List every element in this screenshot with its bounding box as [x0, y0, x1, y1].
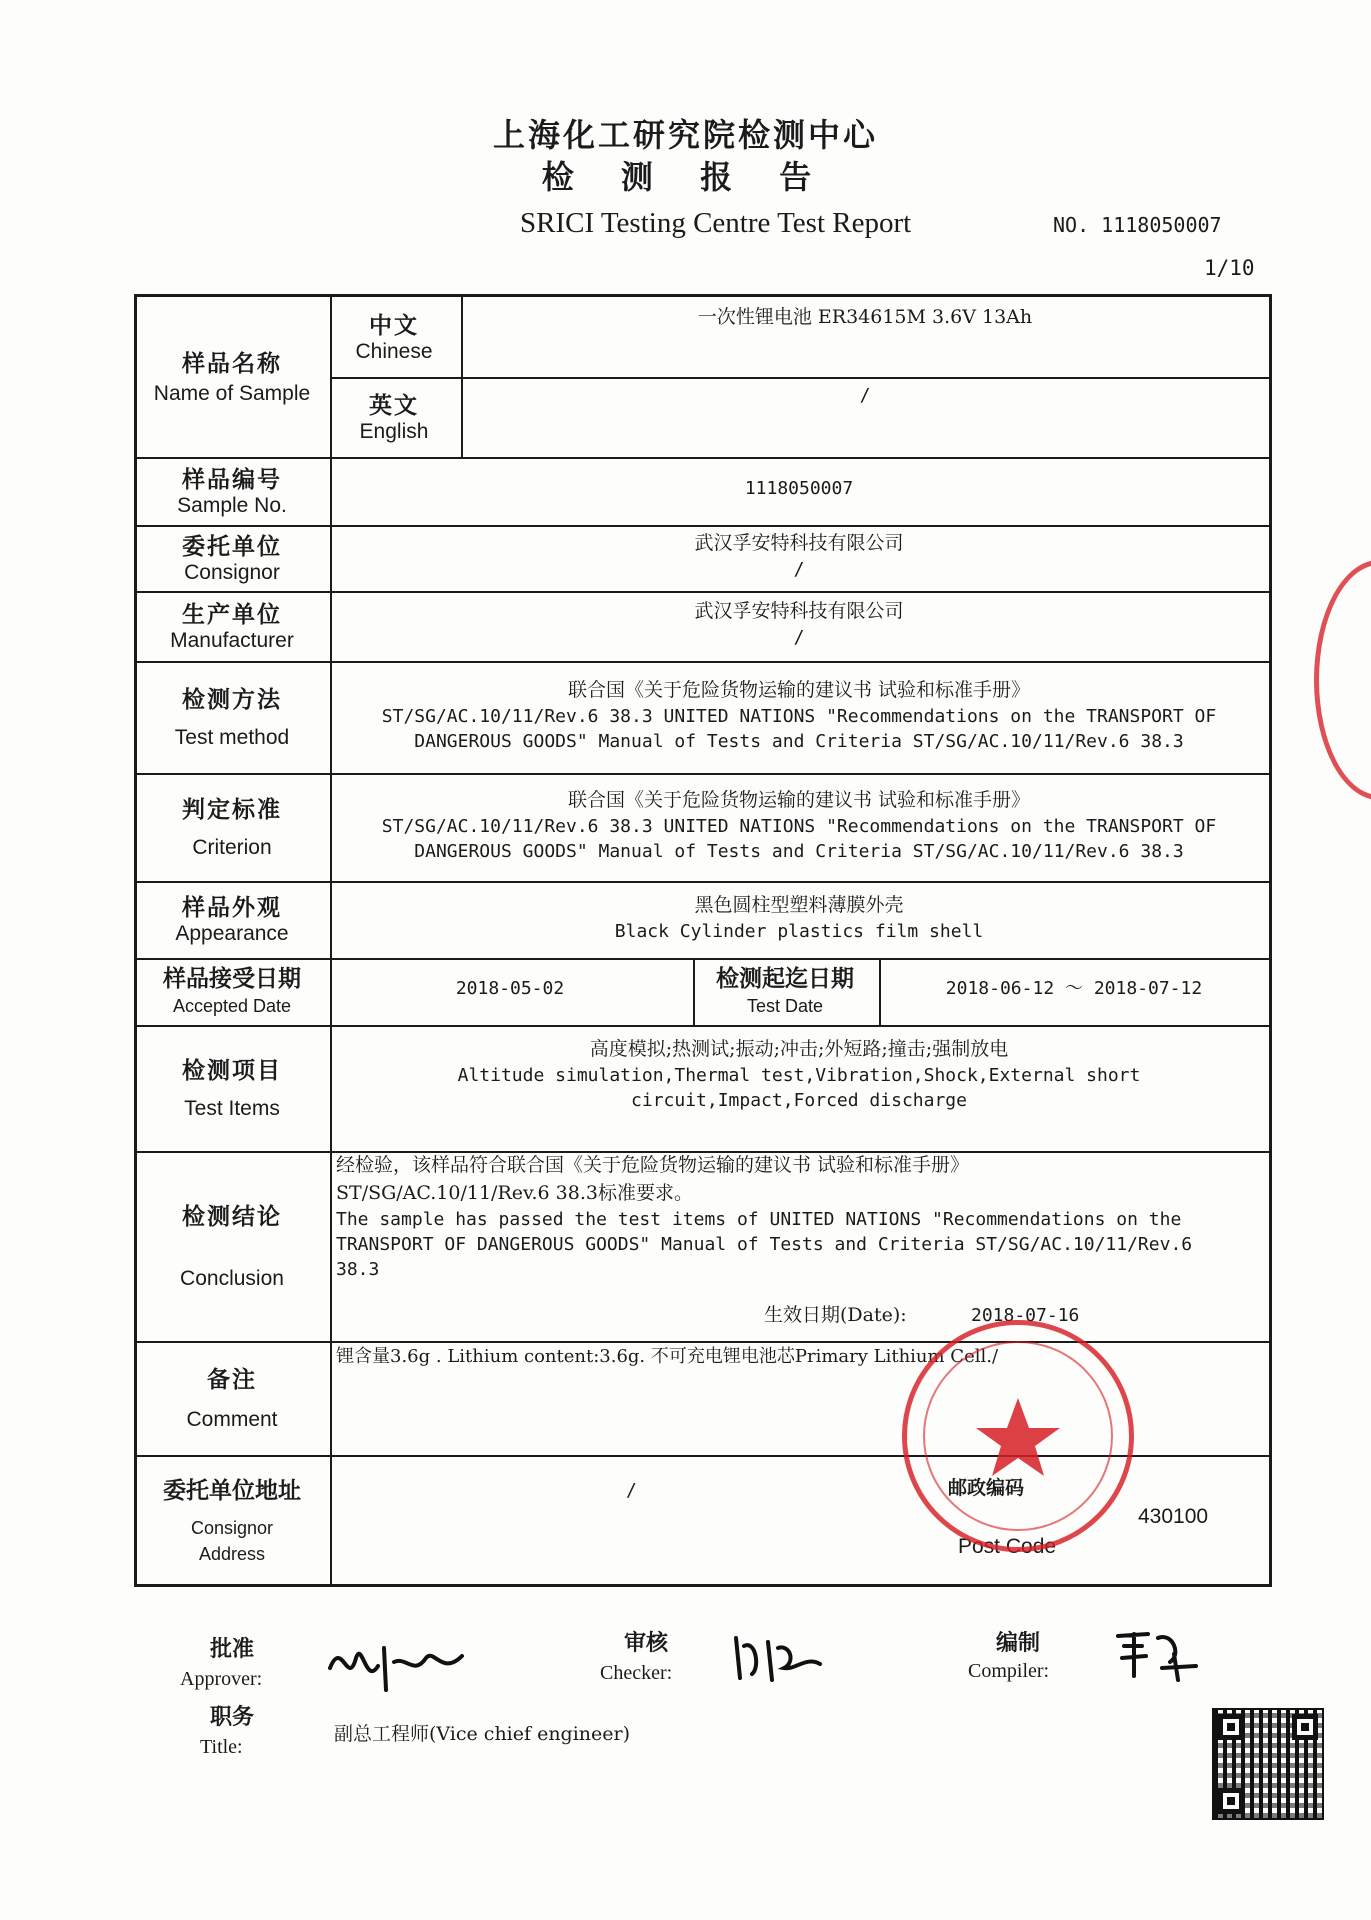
- conclusion-value: 经检验，该样品符合联合国《关于危险货物运输的建议书 试验和标准手册》 ST/SG/AC.10/11/Rev.6 38.3标准要求。 The sample has passed the test items of UNITED NATIONS "Recommendations on the TRANSPORT OF DANGEROUS GOODS" Manual of Tests and Criteria ST/SG/AC.10/11/Rev.6 38.3: [336, 1154, 1193, 1280]
- postcode-label-en: Post Code: [958, 1535, 1057, 1558]
- org-title-cn: 上海化工研究院检测中心: [492, 116, 878, 154]
- title-label-en: Title:: [200, 1736, 243, 1758]
- report-title-en: SRICI Testing Centre Test Report: [520, 207, 912, 239]
- label-test-method: 检测方法 Test method: [174, 685, 290, 749]
- test-date-value: 2018-06-12 ～ 2018-07-12: [945, 978, 1203, 999]
- sample-no-value: 1118050007: [744, 478, 854, 499]
- checker-label-en: Checker:: [600, 1662, 673, 1684]
- approver-signature-icon: [322, 1628, 472, 1698]
- checker-label-cn: 审核: [624, 1630, 669, 1656]
- sample-name-chinese-value: 一次性锂电池 ER34615M 3.6V 13Ah: [697, 306, 1033, 328]
- accepted-date-value: 2018-05-02: [455, 978, 565, 999]
- test-method-value: 联合国《关于危险货物运输的建议书 试验和标准手册》 ST/SG/AC.10/11/Rev.6 38.3 UNITED NATIONS "Recommendations on the TRANSPORT OF DANGEROUS GOODS" Manual of Tests and Criteria ST/SG/AC.10/11/Rev.6 38.3: [381, 679, 1217, 752]
- approver-label-cn: 批准: [210, 1636, 255, 1662]
- postcode-value: 430100: [1138, 1505, 1209, 1528]
- edge-seal-icon: [1314, 560, 1371, 800]
- conclusion-date-label: 生效日期(Date):: [764, 1304, 907, 1326]
- title-label-cn: 职务: [210, 1704, 255, 1730]
- manufacturer-value: 武汉孚安特科技有限公司 /: [694, 600, 904, 648]
- appearance-value: 黑色圆柱型塑料薄膜外壳 Black Cylinder plastics film shell: [614, 894, 984, 942]
- consignor-value: 武汉孚安特科技有限公司 /: [694, 532, 904, 580]
- label-consignor: 委托单位 Consignor: [182, 532, 282, 584]
- label-sample-name: 样品名称 Name of Sample: [153, 350, 311, 405]
- title-value: 副总工程师(Vice chief engineer): [334, 1723, 631, 1745]
- label-chinese: 中文 Chinese: [355, 312, 433, 363]
- conclusion-date-value: 2018-07-16: [971, 1305, 1080, 1326]
- label-appearance: 样品外观 Appearance: [175, 894, 289, 945]
- report-number: NO. 1118050007: [1053, 213, 1222, 237]
- page-number: 1/10: [1204, 256, 1255, 280]
- label-address: 委托单位地址 Consignor Address: [163, 1476, 301, 1564]
- label-english: 英文 English: [359, 391, 429, 443]
- test-items-value: 高度模拟;热测试;振动;冲击;外短路;撞击;强制放电 Altitude simulation,Thermal test,Vibration,Shock,External short circuit,Impact,Forced discharge: [457, 1038, 1141, 1111]
- label-criterion: 判定标准 Criterion: [182, 795, 282, 859]
- label-test-date: 检测起迄日期 Test Date: [716, 964, 854, 1016]
- compiler-signature-icon: [1112, 1624, 1202, 1684]
- compiler-label-en: Compiler:: [968, 1660, 1050, 1682]
- label-accepted-date: 样品接受日期 Accepted Date: [163, 964, 301, 1016]
- sample-name-english-value: /: [859, 385, 871, 406]
- comment-value: 锂含量3.6g . Lithium content:3.6g. 不可充电锂电池芯Primary Lithium Cell./: [336, 1346, 999, 1367]
- checker-signature-icon: [730, 1628, 830, 1688]
- label-comment: 备注 Comment: [186, 1365, 278, 1431]
- postcode-label-cn: 邮政编码: [948, 1477, 1025, 1499]
- label-manufacturer: 生产单位 Manufacturer: [170, 600, 294, 652]
- criterion-value: 联合国《关于危险货物运输的建议书 试验和标准手册》 ST/SG/AC.10/11/Rev.6 38.3 UNITED NATIONS "Recommendations on the TRANSPORT OF DANGEROUS GOODS" Manual of Tests and Criteria ST/SG/AC.10/11/Rev.6 38.3: [381, 789, 1217, 862]
- label-sample-no: 样品编号 Sample No.: [177, 465, 287, 517]
- approver-label-en: Approver:: [180, 1668, 263, 1690]
- label-test-items: 检测项目 Test Items: [182, 1056, 282, 1120]
- report-title-cn: 检 测 报 告: [541, 158, 830, 196]
- label-conclusion: 检测结论 Conclusion: [180, 1202, 284, 1290]
- address-value: /: [626, 1480, 637, 1501]
- compiler-label-cn: 编制: [996, 1630, 1041, 1656]
- qr-code-icon: [1212, 1708, 1324, 1820]
- official-seal-icon: [902, 1320, 1134, 1552]
